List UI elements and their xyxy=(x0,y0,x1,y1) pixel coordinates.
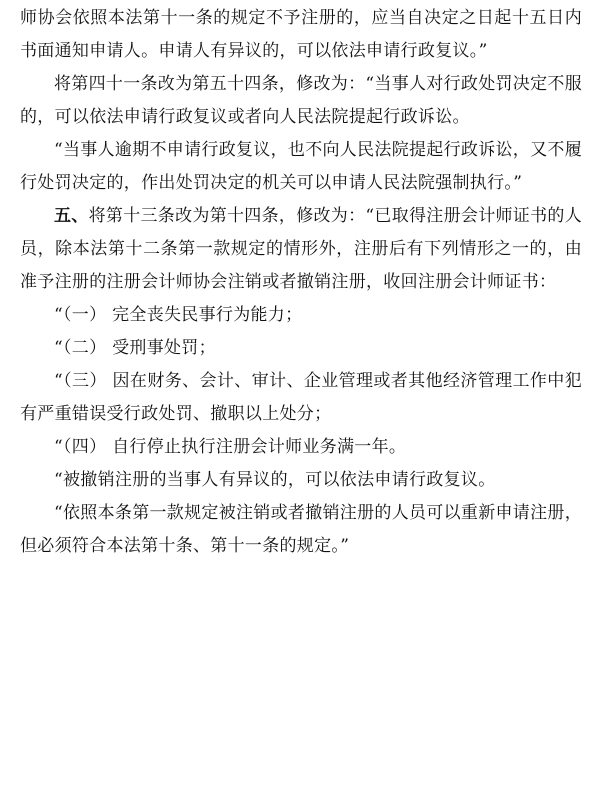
paragraph-article-54: 将第四十一条改为第五十四条，修改为：“当事人对行政处罚决定不服的，可以依法申请行政复议或者向人民法院提起行政诉讼。 xyxy=(20,74,582,127)
item-number: 五、 xyxy=(54,206,89,226)
list-item: “（一） 完全丧失民事行为能力； xyxy=(54,305,303,325)
list-item: “（四） 自行停止执行注册会计师业务满一年。 xyxy=(54,437,407,457)
paragraph-reregistration: “依照本条第一款规定被注销或者撤销注册的人员可以重新申请注册，但必须符合本法第十条、第十一条的规定。” xyxy=(20,503,582,556)
paragraph-enforcement: “当事人逾期不申请行政复议，也不向人民法院提起行政诉讼，又不履行处罚决定的，作出处罚决定的机关可以申请人民法院强制执行。” xyxy=(20,140,582,193)
item-five-text: 将第十三条改为第十四条，修改为：“已取得注册会计师证书的人员，除本法第十二条第一款规定的情形外，注册后有下列情形之一的，由准予注册的注册会计师协会注销或者撤销注册，收回注册会计师证书： xyxy=(20,206,582,292)
paragraph-item-five xyxy=(20,200,582,299)
paragraph-continuation: 师协会依照本法第十一条的规定不予注册的，应当自决定之日起十五日内书面通知申请人。申请人有异议的，可以依法申请行政复议。” xyxy=(20,8,582,61)
list-item: “（三） 因在财务、会计、审计、企业管理或者其他经济管理工作中犯有严重错误受行政处罚、撤职以上处分； xyxy=(20,371,582,424)
paragraph-objection: “被撤销注册的当事人有异议的，可以依法申请行政复议。 xyxy=(54,470,496,490)
list-item: “（二） 受刑事处罚； xyxy=(54,338,216,358)
